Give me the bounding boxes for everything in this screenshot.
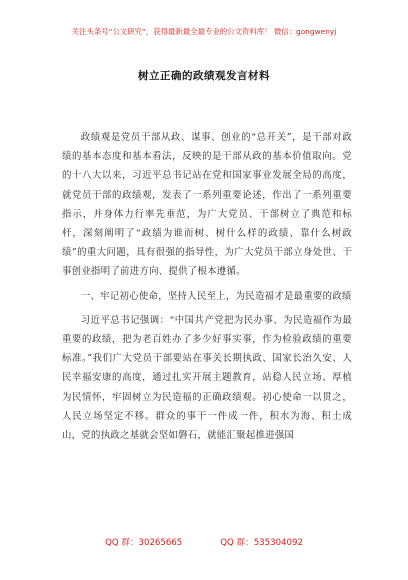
header-notice: 关注头条号“公文研究”，获得最新最全最专业的公文资料库！ 微信：gongwenyj: [71, 27, 337, 36]
footer-contact: [0, 536, 408, 548]
section-heading: 一、牢记初心使命，坚持人民至上，为民造福才是最重要的政绩: [80, 290, 352, 302]
footer-qq-group-1: QQ 群：30265665: [105, 538, 183, 548]
document-title: 树立正确的政绩观发言材料: [138, 70, 270, 82]
paragraph-intro: 政绩观是党员干部从政、谋事、创业的“总开关”，是干部对政绩的基本态度和基本看法，反映的是干部从政的基本价值取向。党的十八大以来，习近平总书记站在党和国家事业发展全局的高度，就党员干部的政绩观，发表了一系列重要论述，作出了一系列重要指示，并身体力行率先垂范，为广大党员、干部树立了典范和标杆，深刻阐明了“政绩为谁而树、树什么样的政绩、靠什么树政绩”的重大问题，具有很强的指导性，为广大党员干部立身处世、干事创业指明了前进方向、提供了根本遵循。: [62, 132, 352, 278]
paragraph-section-1: 习近平总书记强调：“中国共产党把为民办事、为民造福作为最重要的政绩，把为老百姓办了多少好事实事，作为检验政绩的重要标准。”我们广大党员干部要站在事关长期执政、国家长治久安、人民幸福安康的高度，通过扎实开展主题教育，站稳人民立场、厚植为民情怀，牢固树立为民造福的正确政绩观。初心使命一以贯之，人民立场坚定不移。群众的事干一件成一件，积水为海、积土成山，党的执政之基就会坚如磐石，就能汇聚起推进强国: [62, 314, 352, 442]
document-body: [62, 128, 352, 445]
footer-qq-group-2: QQ 群：535304092: [220, 538, 303, 548]
